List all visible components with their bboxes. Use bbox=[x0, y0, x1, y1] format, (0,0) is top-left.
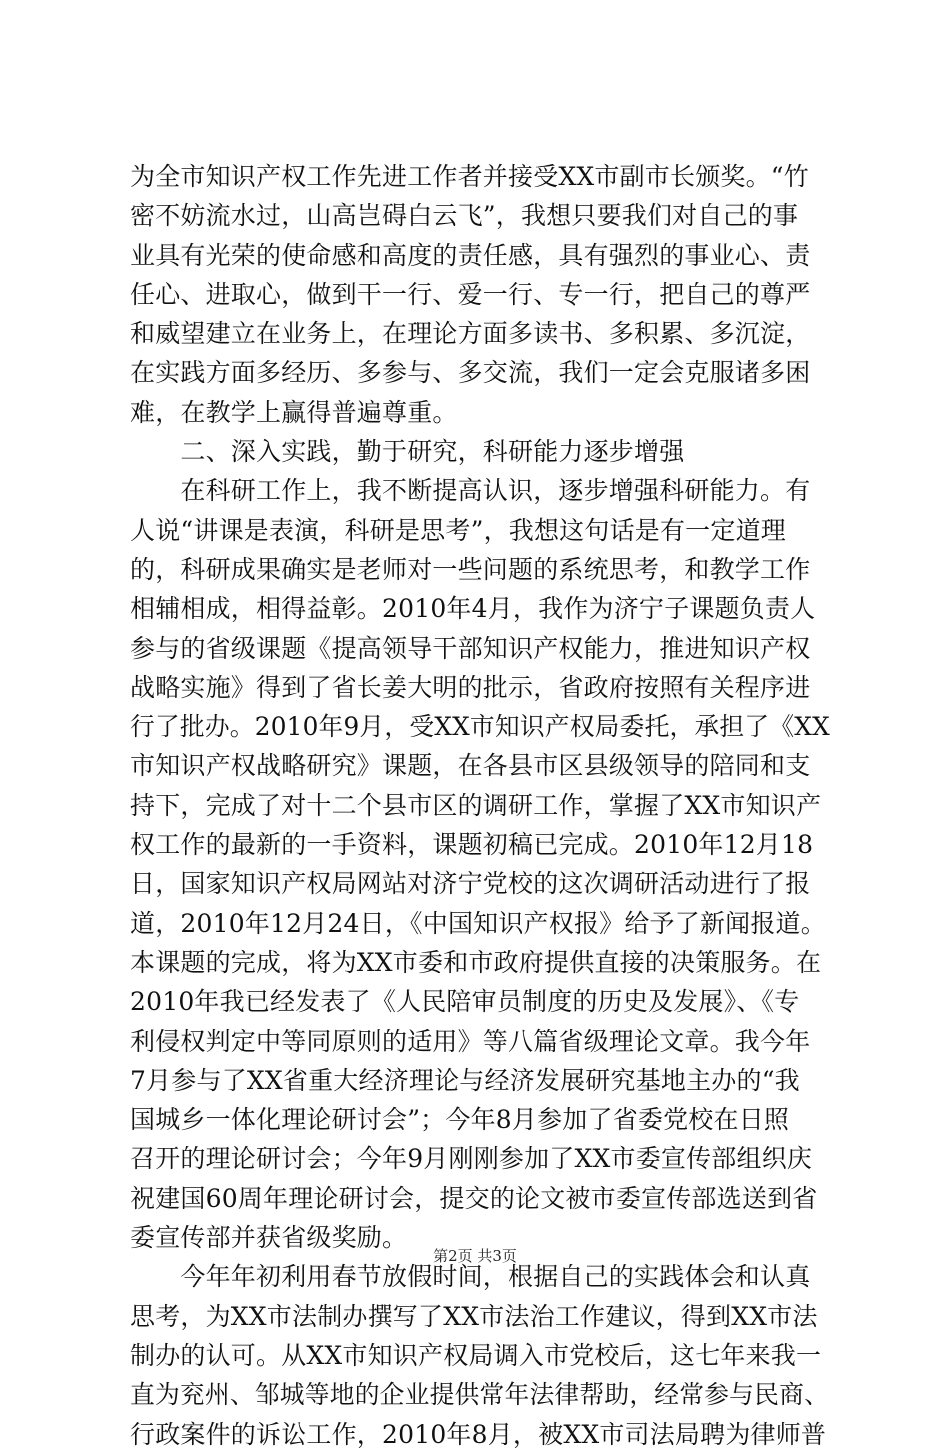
text-line: 行了批办。2010年9月，受XX市知识产权局委托，承担了《XX bbox=[130, 712, 830, 742]
text-line: 本课题的完成，将为XX市委和市政府提供直接的决策服务。在 bbox=[130, 947, 822, 977]
text-line: 国城乡一体化理论研讨会”；今年8月参加了省委党校在日照 bbox=[130, 1105, 790, 1135]
text-line: 行政案件的诉讼工作，2010年8月，被XX市司法局聘为律师普 bbox=[130, 1419, 827, 1449]
text-line: 任心、进取心，做到干一行、爱一行、专一行，把自己的尊严 bbox=[130, 279, 811, 309]
text-line: 日，国家知识产权局网站对济宁党校的这次调研活动进行了报 bbox=[130, 869, 811, 899]
text-line: 和威望建立在业务上，在理论方面多读书、多积累、多沉淀， bbox=[130, 319, 811, 349]
text-line: 制办的认可。从XX市知识产权局调入市党校后，这七年来我一 bbox=[130, 1340, 822, 1370]
text-line: 委宣传部并获省级奖励。 bbox=[130, 1223, 408, 1253]
text-line: 在科研工作上，我不断提高认识，逐步增强科研能力。有 bbox=[130, 476, 811, 506]
text-line: 利侵权判定中等同原则的适用》等八篇省级理论文章。我今年 bbox=[130, 1026, 811, 1056]
text-line: 难，在教学上赢得普遍尊重。 bbox=[130, 397, 458, 427]
text-line: 7月参与了XX省重大经济理论与经济发展研究基地主办的“我 bbox=[130, 1065, 800, 1095]
text-line: 战略实施》得到了省长姜大明的批示，省政府按照有关程序进 bbox=[130, 672, 811, 702]
text-line: 参与的省级课题《提高领导干部知识产权能力，推进知识产权 bbox=[130, 633, 811, 663]
text-line: 持下，完成了对十二个县市区的调研工作，掌握了XX市知识产 bbox=[130, 790, 822, 820]
text-line: 2010年我已经发表了《人民陪审员制度的历史及发展》、《专 bbox=[130, 987, 800, 1017]
text-line: 业具有光荣的使命感和高度的责任感，具有强烈的事业心、责 bbox=[130, 240, 811, 270]
text-line: 相辅相成，相得益彰。2010年4月，我作为济宁子课题负责人 bbox=[130, 594, 816, 624]
text-line: 直为兖州、邹城等地的企业提供常年法律帮助，经常参与民商、 bbox=[130, 1380, 830, 1410]
text-line: 祝建国60周年理论研讨会，提交的论文被市委宣传部选送到省 bbox=[130, 1183, 818, 1213]
text-line: 的，科研成果确实是老师对一些问题的系统思考，和教学工作 bbox=[130, 554, 811, 584]
text-line: 今年年初利用春节放假时间，根据自己的实践体会和认真 bbox=[130, 1262, 811, 1292]
text-line: 道，2010年12月24日，《中国知识产权报》给予了新闻报道。 bbox=[130, 908, 826, 938]
text-line: 思考，为XX市法制办撰写了XX市法治工作建议，得到XX市法 bbox=[130, 1301, 818, 1331]
text-line: 为全市知识产权工作先进工作者并接受XX市副市长颁奖。“竹 bbox=[130, 162, 809, 191]
text-line: 密不妨流水过，山高岂碍白云飞”，我想只要我们对自己的事 bbox=[130, 201, 799, 231]
text-line: 权工作的最新的一手资料，课题初稿已完成。2010年12月18 bbox=[130, 830, 814, 860]
text-line: 在实践方面多经历、多参与、多交流，我们一定会克服诸多困 bbox=[130, 358, 811, 388]
text-line: 二、深入实践，勤于研究，科研能力逐步增强 bbox=[130, 437, 685, 467]
page-footer: 第2页 共3页 bbox=[433, 1247, 517, 1265]
text-line: 召开的理论研讨会；今年9月刚刚参加了XX市委宣传部组织庆 bbox=[130, 1144, 813, 1174]
text-line: 市知识产权战略研究》课题，在各县市区县级领导的陪同和支 bbox=[130, 751, 811, 781]
text-line: 人说“讲课是表演，科研是思考”，我想这句话是有一定道理 bbox=[130, 515, 786, 545]
